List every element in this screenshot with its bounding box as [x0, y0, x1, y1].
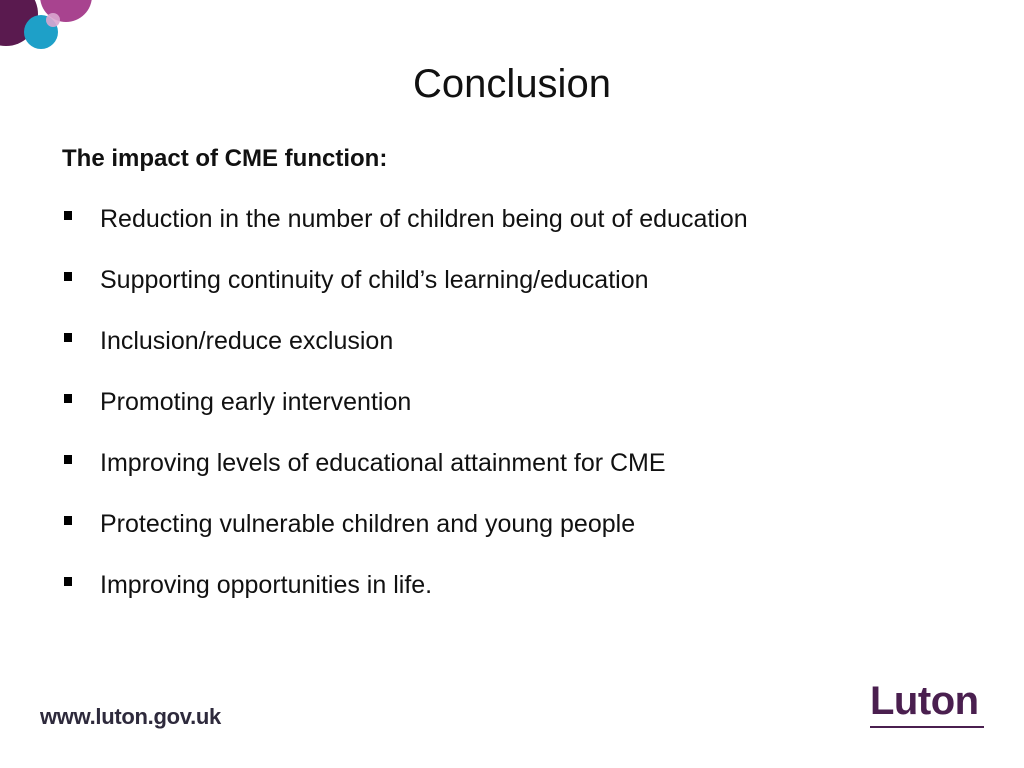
light-circle	[46, 13, 60, 27]
bullet-text: Improving opportunities in life.	[100, 571, 433, 599]
square-bullet-icon	[64, 455, 72, 464]
luton-logo-text: Luton	[870, 679, 979, 723]
bullet-item	[62, 320, 962, 381]
bullet-text: Inclusion/reduce exclusion	[100, 327, 394, 355]
slide-subtitle: The impact of CME function:	[62, 145, 388, 172]
bullet-item	[62, 259, 962, 320]
square-bullet-icon	[64, 333, 72, 342]
bullet-item	[62, 198, 962, 259]
decorative-circles-logo	[0, 0, 110, 60]
bullet-text: Protecting vulnerable children and young people	[100, 510, 636, 538]
luton-logo-underline	[870, 726, 984, 728]
luton-logo	[870, 678, 988, 730]
bullet-text: Supporting continuity of child’s learning/education	[100, 266, 649, 294]
footer-website-url: www.luton.gov.uk	[40, 704, 221, 729]
square-bullet-icon	[64, 516, 72, 525]
square-bullet-icon	[64, 272, 72, 281]
bullet-text: Reduction in the number of children being out of education	[100, 205, 748, 233]
bullet-item	[62, 442, 962, 503]
slide-title: Conclusion	[413, 62, 611, 106]
bullet-item	[62, 503, 962, 564]
bullet-item	[62, 381, 962, 442]
square-bullet-icon	[64, 577, 72, 586]
bullet-item	[62, 564, 962, 625]
bullet-text: Promoting early intervention	[100, 388, 412, 416]
bullet-list	[62, 198, 962, 625]
square-bullet-icon	[64, 394, 72, 403]
square-bullet-icon	[64, 211, 72, 220]
bullet-text: Improving levels of educational attainment for CME	[100, 449, 666, 477]
